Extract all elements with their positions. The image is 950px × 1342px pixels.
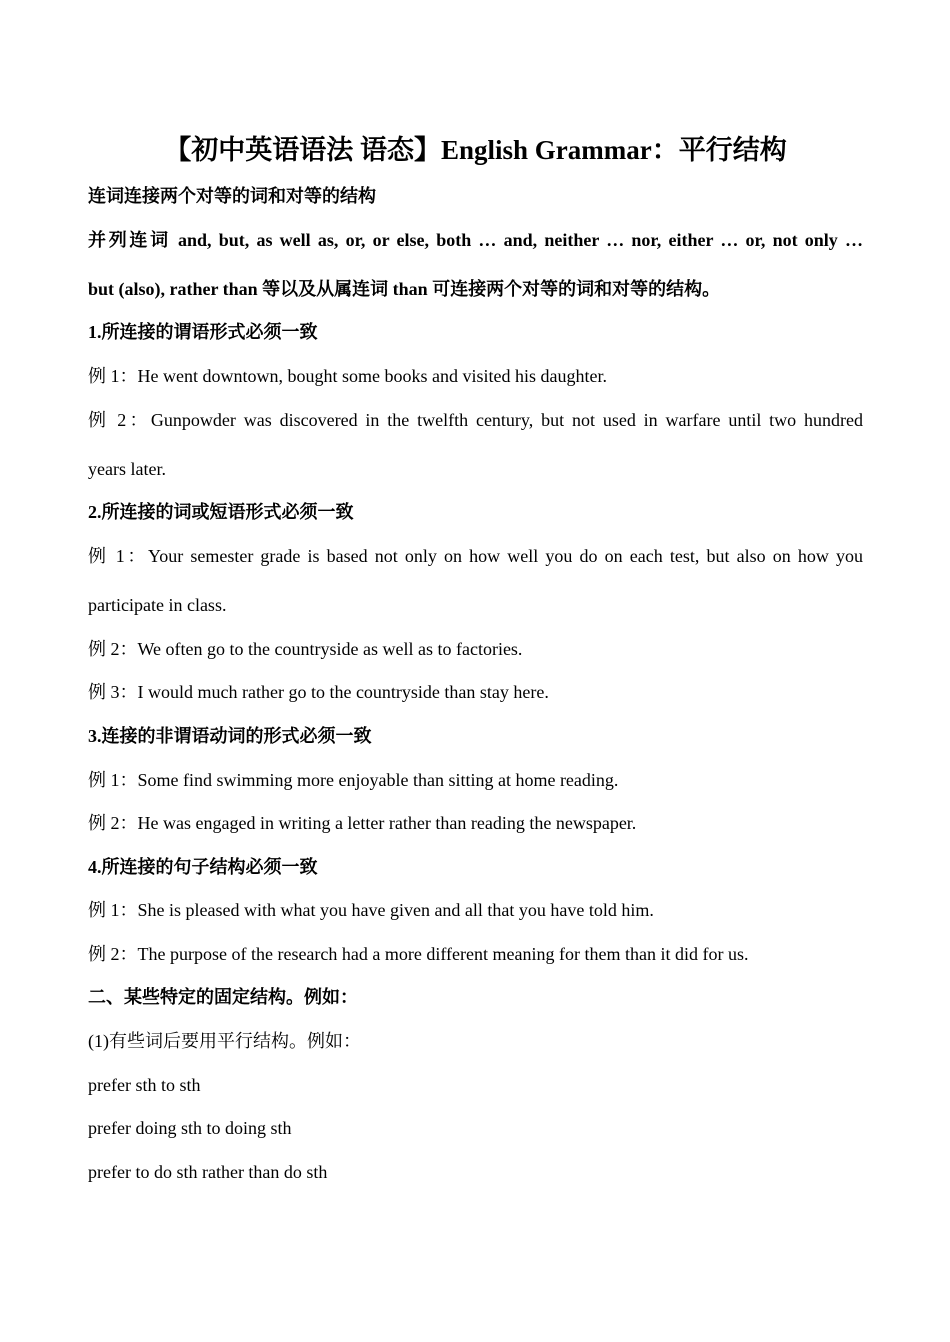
example-label: 例 2： xyxy=(88,639,138,659)
intro-line-1: 并列连词 and, but, as well as, or, or else, both … and, neither … nor, either … or, not only … xyxy=(88,230,863,250)
section-3-heading: 3.连接的非谓语动词的形式必须一致 xyxy=(88,726,372,746)
part-two-sub-heading: (1)有些词后要用平行结构。例如： xyxy=(88,1031,361,1051)
section-1-example-2 xyxy=(88,408,863,432)
section-3-example-2 xyxy=(88,811,863,835)
example-text: Gunpowder was discovered in the twelfth century, but not used in warfare until two hundred xyxy=(150,410,864,430)
example-text: She is pleased with what you have given and all that you have told him. xyxy=(137,900,654,920)
section-2-example-1 xyxy=(88,544,863,568)
intro-line-2: but (also), rather than 等以及从属连词 than 可连接两个对等的词和对等的结构。 xyxy=(88,279,721,299)
section-1-example-2-cont: years later. xyxy=(88,459,166,479)
example-label: 例 1： xyxy=(88,546,149,566)
section-4-heading: 4.所连接的句子结构必须一致 xyxy=(88,857,318,877)
section-2-example-2 xyxy=(88,637,863,661)
document-title: 【初中英语语法 语态】English Grammar：平行结构 xyxy=(164,135,787,165)
example-text: We often go to the countryside as well as to factories. xyxy=(137,639,523,659)
section-1-heading: 1.所连接的谓语形式必须一致 xyxy=(88,322,318,342)
part-two-item-3: prefer to do sth rather than do sth xyxy=(88,1162,328,1182)
section-2-example-3 xyxy=(88,680,863,704)
example-text: He was engaged in writing a letter rather than reading the newspaper. xyxy=(137,813,637,833)
example-label: 例 2： xyxy=(88,813,138,833)
part-two-item-2: prefer doing sth to doing sth xyxy=(88,1118,292,1138)
example-text: Some find swimming more enjoyable than sitting at home reading. xyxy=(137,770,619,790)
section-2-heading: 2.所连接的词或短语形式必须一致 xyxy=(88,502,354,522)
example-label: 例 3： xyxy=(88,682,138,702)
part-two-heading: 二、某些特定的固定结构。例如： xyxy=(88,987,358,1007)
example-text: I would much rather go to the countryside than stay here. xyxy=(137,682,549,702)
example-label: 例 2： xyxy=(88,944,138,964)
section-2-example-1-cont: participate in class. xyxy=(88,595,227,615)
example-label: 例 1： xyxy=(88,770,138,790)
example-label: 例 1： xyxy=(88,366,138,386)
section-3-example-1 xyxy=(88,768,863,792)
example-text: Your semester grade is based not only on how well you do on each test, but also on how you xyxy=(148,546,864,566)
example-text: He went downtown, bought some books and visited his daughter. xyxy=(137,366,607,386)
example-label: 例 1： xyxy=(88,900,138,920)
example-label: 例 2： xyxy=(88,410,151,430)
part-two-item-1: prefer sth to sth xyxy=(88,1075,201,1095)
section-1-example-1 xyxy=(88,364,863,388)
section-4-example-1 xyxy=(88,898,863,922)
section-4-example-2 xyxy=(88,942,863,966)
example-text: The purpose of the research had a more different meaning for them than it did for us. xyxy=(137,944,749,964)
subtitle: 连词连接两个对等的词和对等的结构 xyxy=(88,186,376,206)
